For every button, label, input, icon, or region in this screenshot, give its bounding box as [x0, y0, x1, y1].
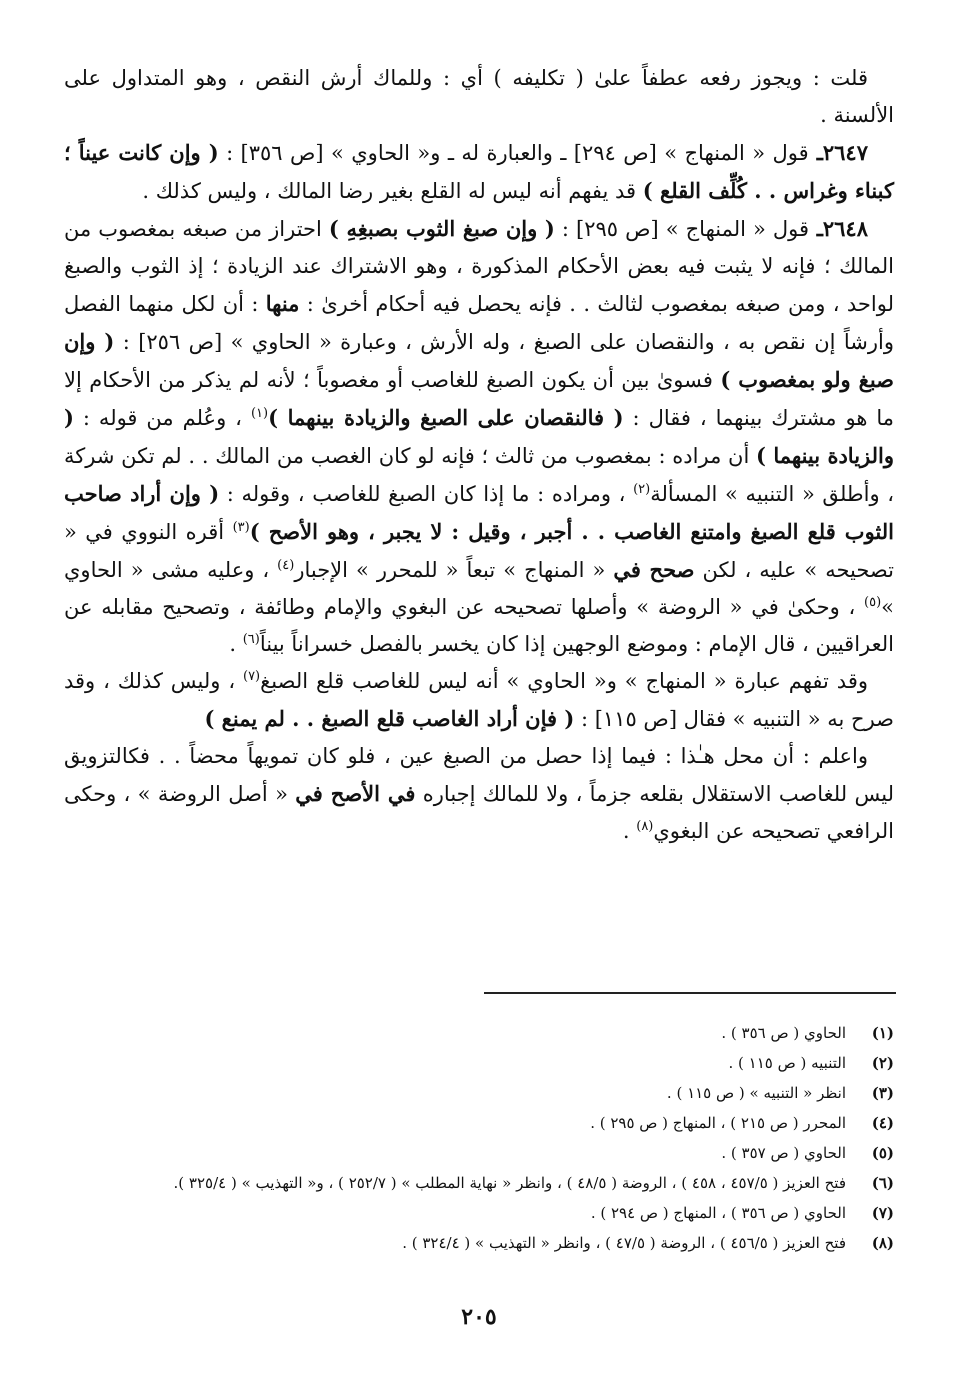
paragraph [64, 134, 894, 210]
main-text [64, 60, 894, 850]
bold-text: ( وإن صبغ الثوب بصبغِهِ ) [328, 216, 555, 241]
bold-text: صحح في [613, 557, 695, 582]
footnote-ref: (٤) [277, 558, 295, 573]
footnote [64, 1198, 894, 1228]
bold-text: منها [265, 291, 300, 316]
text-segment: قول « المنهاج » [ص ٢٩٤] ـ والعبارة له ـ و« الحاوي » [ص ٣٥٦] : [218, 141, 809, 165]
footnote-text: التنبيه ( ص ١١٥ ) . [728, 1054, 846, 1072]
footnote-separator [484, 992, 896, 994]
text-segment: قد يفهم أنه ليس له القلع بغير رضا المالك ، وليس كذلك . [142, 179, 643, 203]
footnote [64, 1048, 894, 1078]
text-segment: أن مراده : بمغصوب من ثالث ؛ فإنه لو كان الغصب من المالك . . لم تكن شركة ، وأطلق « التنبيه » المسألة [64, 444, 894, 506]
text-segment: واعلم : أن محل هـٰذا : فيما إذا حصل من الصبغ عين ، فلو كان تمويهاً محضاً . . فكالتزويق ليس للغاصب الاستقلال بقلعه جزماً ، ولا للمالك إجباره [64, 744, 894, 806]
footnote [64, 1018, 894, 1048]
text-segment: « أصل الروضة » ، وحكى الرافعي تصحيحه عن البغوي [64, 782, 894, 843]
text-segment: . [229, 632, 243, 656]
text-segment: ، وحكىٰ في « الروضة » وأصلها تصحيحه عن البغوي والإمام وطائفة ، وتصحيح مقابله عن العراقيين ، قال الإمام : وموضع الوجهين إذا كان يخسر بالفصل خسراناً بيناً [64, 595, 894, 656]
footnote-ref: (٧) [242, 669, 261, 684]
footnote-number: (٤) [871, 1114, 894, 1132]
bold-text: ٢٦٤٨ـ [809, 216, 868, 241]
footnote-number: (٧) [871, 1204, 894, 1222]
footnote [64, 1138, 894, 1168]
paragraph [64, 663, 894, 738]
text-segment: قلت : ويجوز رفعه عطفاً علىٰ ( تكليفه ) أي : وللماك أرش النقص ، وهو المتداول على الألسنة . [64, 66, 894, 127]
footnote-ref: (١) [250, 406, 269, 421]
bold-text: ( فإن أراد الغاصب قلع الصبغ . . لم يمنع ) [204, 706, 575, 731]
text-segment: فسوىٰ بين أن يكون الصبغ للغاصب أو مغصوباً ؛ لأنه لم يذكر من الأحكام إلا ما هو مشترك بينهما ، فقال : [64, 368, 894, 430]
page-number: ٢٠٥ [461, 1304, 497, 1330]
bold-text: في الأصح في [295, 781, 416, 806]
paragraph [64, 738, 894, 850]
footnote-text: الحاوي ( ص ٣٥٦ ) . [721, 1024, 846, 1042]
bold-text: ( والزيادة بينهما ) [64, 405, 895, 468]
footnote [64, 1168, 894, 1198]
bold-text: ( وإن صبغ ولو بمغصوب ) [64, 329, 894, 392]
text-segment: قول « المنهاج » [ص ٢٩٥] : [554, 217, 810, 241]
footnote [64, 1228, 894, 1258]
footnote [64, 1078, 894, 1108]
footnote-number: (٥) [871, 1144, 894, 1162]
footnote [64, 1108, 894, 1138]
footnote-text: فتح العزيز ( ٤٥٧/٥ ، ٤٥٨ ) ، الروضة ( ٤٨/٥ ) ، وانظر « نهاية المطلب » ( ٢٥٢/٧ ) ، و« التهذيب » ( ٣٢٥/٤ ). [173, 1174, 846, 1192]
bold-text: ( وإن أراد صاحب الثوب قلع الصبغ وامتنع الغاصب . . أجبر ، وقيل : لا يجبر ، وهو الأصح ) [64, 481, 894, 544]
footnote-text: فتح العزيز ( ٤٥٦/٥ ) ، الروضة ( ٤٧/٥ ) ، وانظر « التهذيب » ( ٣٢٤/٤ ) . [402, 1234, 846, 1252]
footnote-number: (٣) [871, 1084, 894, 1102]
footnote-ref: (٥) [864, 595, 882, 610]
footnote-text: المحرر ( ص ٢١٥ ) ، المنهاج ( ص ٢٩٥ ) . [590, 1114, 846, 1132]
footnote-ref: (٣) [232, 520, 250, 535]
footnote-number: (٢) [871, 1054, 894, 1072]
footnote-number: (٨) [871, 1234, 894, 1252]
text-segment: ، ومراده : ما إذا كان الصبغ للغاصب ، وقوله : [219, 482, 634, 506]
footnote-number: (١) [871, 1024, 894, 1042]
paragraph [64, 210, 894, 663]
footnote-ref: (٢) [633, 482, 651, 497]
footnote-ref: (٨) [636, 819, 654, 834]
text-segment: . [622, 819, 637, 843]
text-segment: وقد تفهم عبارة « المنهاج » و« الحاوي » أنه ليس للغاصب قلع الصبغ [260, 669, 868, 693]
footnote-number: (٦) [871, 1174, 894, 1192]
footnote-text: الحاوي ( ص ٣٥٦ ) ، المنهاج ( ص ٢٩٤ ) . [590, 1204, 846, 1222]
text-segment: احتراز من صبغه بمغصوب من المالك ؛ فإنه لا يثبت فيه بعض الأحكام المذكورة ، وهو الاشتراك عند الزيادة ؛ إذ الثوب والصبغ لواحد ، ومن صبغه بمغصوب لثالث . . فإنه يحصل فيه أحكام أخرىٰ : [64, 217, 894, 316]
text-segment: ، وعليه مشى « الحاوي » [64, 558, 894, 619]
text-segment: « المنهاج » تبعاً « للمحرر » الإجبار [294, 558, 614, 582]
text-segment: أقره النووي في « تصحيحه » عليه ، لكن [64, 520, 894, 582]
footnote-text: الحاوي ( ص ٣٥٧ ) . [721, 1144, 846, 1162]
text-segment: ، وعُلم من قوله : [73, 406, 251, 430]
footnote-ref: (٦) [242, 632, 260, 647]
text-segment: : أن لكل منهما الفصل وأرشاً إن نقص به ، والنقصان على الصبغ ، وله الأرش ، وعبارة « الحاوي » [ص ٢٥٦] : [64, 292, 894, 354]
footnote-text: انظر « التنبيه » ( ص ١١٥ ) . [666, 1084, 846, 1102]
bold-text: ( فالنقصان على الصبغ والزيادة بينهما ) [268, 405, 624, 430]
paragraph [64, 60, 894, 134]
bold-text: ٢٦٤٧ـ [808, 140, 868, 165]
bold-text: ( وإن كانت عيناً ؛ كبناء وغراس . . كُلِّف القلع ) [64, 140, 894, 203]
text-segment: ، وليس كذلك ، وقد صرح به « التنبيه » فقال [ص ١١٥] : [64, 669, 894, 731]
footnotes [64, 1018, 894, 1258]
